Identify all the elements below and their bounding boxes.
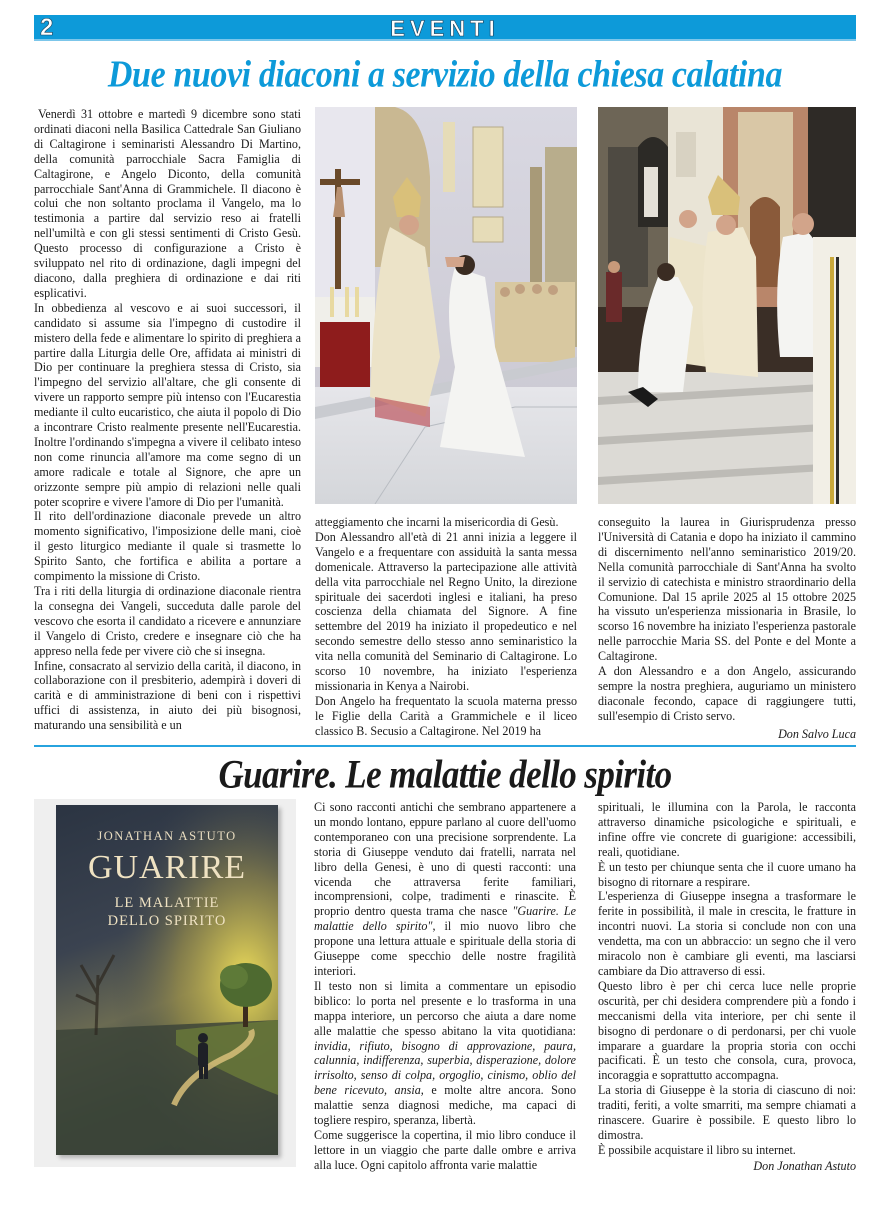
article2-signature: Don Jonathan Astuto [753, 1158, 856, 1173]
book-subtitle-line1: LE MALATTIE [114, 895, 220, 911]
text-run: Il testo non si limita a commentare un episodio biblico: lo porta nel presente e lo trasforma in una mappa interiore, un percorso che aiuta a dare nome alle malattie che spesso abitano la vita quotidiana: [314, 978, 576, 1038]
section-title: EVENTI [390, 16, 500, 41]
article1-column-2 [315, 515, 577, 739]
paragraph [314, 800, 576, 979]
paragraph: Il rito dell'ordinazione diaconale prevede un altro momento significativo, l'imposizione delle mani, cioè il gesto liturgico mediante il quale si trasmette lo Spirito Santo, che fortifica e abilita a portare a compimento la missione di Cristo. [34, 509, 301, 584]
paragraph: È un testo per chiunque senta che il cuore umano ha bisogno di ritornare a respirare. [598, 859, 856, 889]
paragraph: Don Alessandro all'età di 21 anni inizia a leggere il Vangelo e a frequentare con assiduità la santa messa domenicale. Attraverso la partecipazione alle attività della vita parrocchiale nel Regno Unito, la direzione spirituale dei sacerdoti inglesi e italiani, ha preso coscienza della chiamata del Signore. A fine settembre del 2019 ha iniziato il propedeutico e nel secondo semestre dello stesso anno seminaristico la vita nella comunità del Seminario di Caltagirone. Lo scorso 10 novembre, ha iniziato l'esperienza missionaria in Kenya a Nairobi. [315, 529, 577, 693]
article1-column-3 [598, 515, 856, 742]
paragraph: In obbedienza al vescovo e ai suoi successori, il candidato si assume sia l'impegno di custodire il mistero della fede e alimentare lo spirito di preghiera a partire dalla Liturgia delle Ore, affidata ai ministri di Dio per continuare la preghiera stessa di Cristo, sia l'impegno del servizio all'altare, che gli consente di vivere un rapporto sempre più intenso con l'Eucarestia mediante il culto eucaristico, che aiuta il popolo di Dio a incontrare Cristo realmente presente nell'Eucarestia. Inoltre l'ordinando s'impegna a vivere il celibato inteso non come rinuncia all'amore ma come segno di un amore radicale e totale al Signore, che apre un orizzonte sempre più ampio di relazioni nelle quali poter scoprire e vivere l'amore di Dio per l'umanità. [34, 300, 301, 509]
paragraph: La storia di Giuseppe è la storia di ciascuno di noi: traditi, feriti, a volte smarriti, ma sempre chiamati a rinascere. Guarire è possibile. E questo libro lo dimostra. [598, 1083, 856, 1142]
paragraph: Questo libro è per chi cerca luce nelle proprie oscurità, per chi desidera comprendere più a fondo i meccanismi della vita interiore, per chi sente il bisogno di perdonare o di perdonarsi, per chi vuole imparare a guardare la propria storia con occhi pacificati. È un testo che consola, cura, provoca, incoraggia e soprattutto accompagna. [598, 978, 856, 1083]
article1-signature: Don Salvo Luca [778, 726, 856, 741]
article2-column-3 [598, 800, 856, 1174]
article2-headline: Guarire. Le malattie dello spirito [218, 752, 672, 797]
text-run: , il mio nuovo libro che propone una lettura attuale e spirituale della storia di Giuseppe come specchio delle nostre fragilità interiori. [314, 919, 576, 978]
book-cover-photo [34, 799, 296, 1167]
paragraph: È possibile acquistare il libro su internet. [598, 1142, 796, 1157]
paragraph: Infine, consacrato al servizio della carità, il diacono, in collaborazione con il presbiterio, adempirà i doveri di carità e di amministrazione di beni con i rispettivi uffici di assistenza, in aiuto dei più bisognosi, maturando una sensibilità e un [34, 658, 301, 733]
article1-headline: Due nuovi diaconi a servizio della chiesa calatina [107, 54, 783, 96]
text-run: e molte altre ancora. Sono malattie senza diagnosi mediche, ma capaci di togliere respiro, speranza, libertà. [314, 1083, 576, 1128]
section-header-bar [34, 15, 856, 41]
paragraph: conseguito la laurea in Giurisprudenza presso l'Università di Catania e dopo ha iniziato il cammino di discernimento nell'anno seminaristico 2019/20. Nella comunità parrocchiale di Sant'Anna ha svolto il servizio di catechista e ministro straordinario della Comunione. Dal 15 aprile 2025 al 15 ottobre 2025 ha vissuto un'esperienza missionaria in Brasile, lo scorso 16 novembre ha iniziato l'esperienza pastorale nelle parrocchie Maria SS. del Ponte e del Monte a Caltagirone. [598, 515, 856, 664]
ordination-photo-2 [598, 107, 856, 504]
paragraph: Don Angelo ha frequentato la scuola materna presso le Figlie della Carità a Grammichele e il liceo classico B. Secusio a Caltagirone. Nel 2019 ha [315, 693, 577, 738]
paragraph [314, 979, 576, 1128]
paragraph: spirituali, le illumina con la Parola, le racconta attraverso dinamiche psicologiche e spirituali, e infine offre vie concrete di guarigione: accessibili, reali, quotidiane. [598, 800, 856, 859]
book-title: GUARIRE [87, 849, 247, 886]
article1-column-1 [34, 107, 301, 733]
book-title-quote: "Guarire. Le malattie dello spirito" [314, 904, 576, 934]
paragraph: Tra i riti della liturgia di ordinazione diaconale rientra la consegna dei Vangeli, succeduta dalle parole del vescovo che esorta il candidato a ricevere e annunziare il Vangelo di Cristo, credere e insegnare ciò che ha appreso nella fede per vivere ciò che si insegna. [34, 584, 301, 658]
article-divider [34, 745, 856, 747]
book-cover [56, 805, 278, 1155]
paragraph: A don Alessandro e a don Angelo, assicurando sempre la nostra preghiera, auguriamo un ministero diaconale fecondo, capace di raggiungere tutti, sull'esempio di Cristo servo. [598, 664, 856, 723]
paragraph: atteggiamento che incarni la misericordia di Gesù. [315, 515, 559, 529]
article2-column-2 [314, 800, 576, 1173]
book-author: JONATHAN ASTUTO [97, 829, 237, 843]
page-number: 2 [40, 14, 54, 41]
paragraph: Come suggerisce la copertina, il mio libro conduce il lettore in un viaggio che parte dalle ombre e arriva alla luce. Ogni capitolo affronta varie malattie [314, 1127, 576, 1172]
paragraph: L'esperienza di Giuseppe insegna a trasformare le ferite in possibilità, il male in crescita, le fratture in incontri nuovi. La storia si conclude non con una vendetta, ma con un abbraccio: un segno che il vero miracolo non è cambiare gli eventi, ma lasciarsi cambiare da Dio attraverso di essi. [598, 889, 856, 978]
illness-list: invidia, rifiuto, bisogno di approvazione, paura, calunnia, indifferenza, superbia, disperazione, dolore irrisolto, senso di colpa, orgoglio, cinismo, oblio del bene ricevuto, ansia, [314, 1038, 576, 1098]
ordination-photo-1 [315, 107, 577, 504]
text-run: Ci sono racconti antichi che sembrano appartenere a un mondo lontano, eppure parlano al cuore dell'uomo contemporaneo con una precisione sorprendente. La storia di Giuseppe venduto dai fratelli, narrata nel libro della Genesi, è uno di questi racconti: una vicenda che attraversa ferite familiari, incomprensioni, colpe, tradimenti e rinascite. È proprio dentro questa trama che nasce [314, 800, 576, 919]
book-subtitle-line2: DELLO SPIRITO [107, 913, 227, 929]
paragraph: Venerdì 31 ottobre e martedì 9 dicembre sono stati ordinati diaconi nella Basilica Cattedrale San Giuliano di Caltagirone i seminaristi Alessandro Di Martino, della comunità parrocchiale Sacra Famiglia di Caltagirone, e Angelo Diconto, della comunità parrocchiale Sant'Anna di Grammichele. Il diacono è colui che non soltanto proclama il Vangelo, ma lo testimonia a partire dal servizio reso ai fratelli nell'umiltà e con gli stessi sentimenti di Cristo Gesù. Questo processo di configurazione a Cristo è sviluppato nel rito di ordinazione, dagli impegni del diacono, dalla preghiera di ordinazione e dai riti esplicativi. [34, 107, 301, 300]
